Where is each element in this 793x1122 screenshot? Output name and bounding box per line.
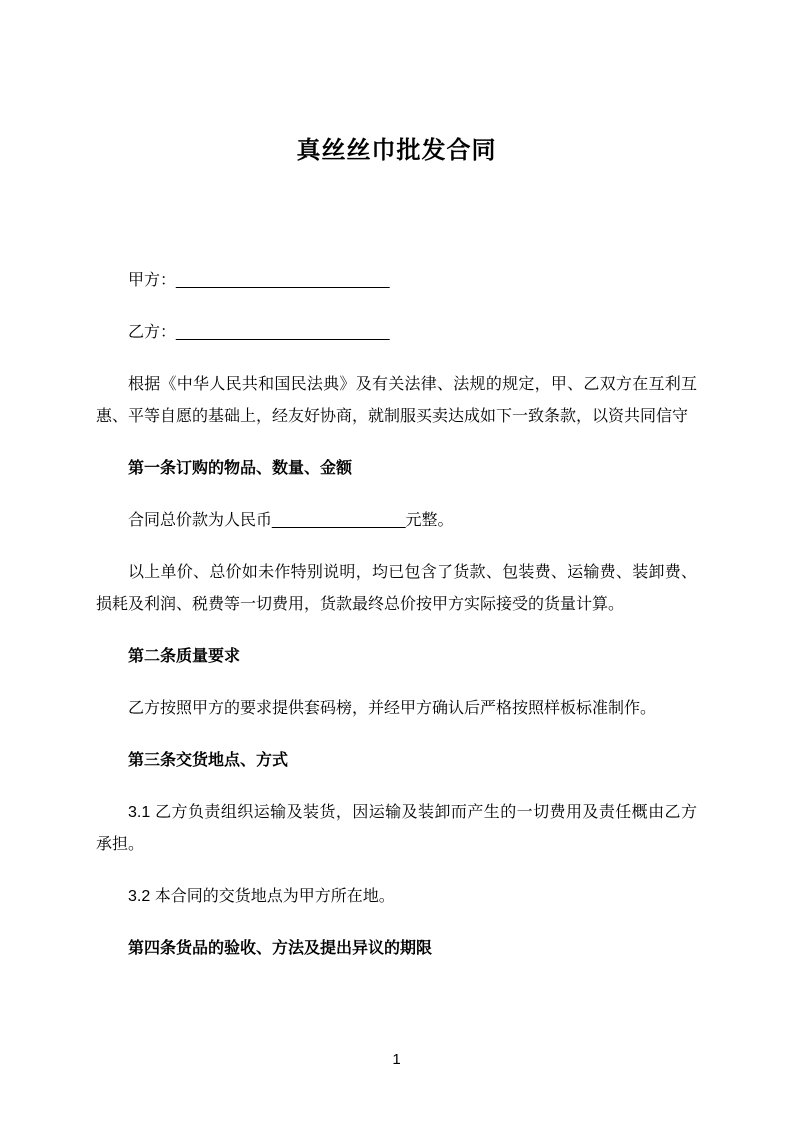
clause-2-body: 乙方按照甲方的要求提供套码榜，并经甲方确认后严格按照样板标准制作。 bbox=[128, 700, 657, 717]
party-b-blank-underline: ________________________ bbox=[176, 324, 390, 341]
document-title: 真丝丝巾批发合同 bbox=[296, 137, 497, 164]
party-b-line bbox=[96, 317, 697, 349]
total-price-line bbox=[96, 505, 697, 537]
clause-3-item-1: 3.1 乙方负责组织运输及装货，因运输及装卸而产生的一切费用及责任概由乙方承担。 bbox=[96, 804, 697, 853]
clause-4-heading: 第四条货品的验收、方法及提出异议的期限 bbox=[128, 940, 433, 957]
clause-1-heading: 第一条订购的物品、数量、金额 bbox=[128, 460, 353, 477]
party-a-blank-underline: ________________________ bbox=[176, 272, 390, 289]
party-a-line bbox=[96, 265, 697, 297]
clause-3-item-2: 3.2 本合同的交货地点为甲方所在地。 bbox=[128, 888, 395, 905]
party-a-label: 甲方： bbox=[128, 272, 177, 289]
total-price-prefix: 合同总价款为人民币 bbox=[128, 512, 273, 529]
clause-2-heading: 第二条质量要求 bbox=[128, 648, 241, 665]
total-price-blank-underline: _______________ bbox=[272, 512, 406, 529]
price-note-paragraph: 以上单价、总价如未作特别说明，均已包含了货款、包装费、运输费、装卸费、损耗及利润、税费等一切费用，货款最终总价按甲方实际接受的货量计算。 bbox=[96, 564, 697, 613]
page-number: 1 bbox=[392, 1051, 401, 1068]
clause-3-heading: 第三条交货地点、方式 bbox=[128, 752, 289, 769]
total-price-suffix: 元整。 bbox=[405, 512, 454, 529]
party-b-label: 乙方： bbox=[128, 324, 177, 341]
preamble-paragraph: 根据《中华人民共和国民法典》及有关法律、法规的规定，甲、乙双方在互利互惠、平等自愿的基础上，经友好协商，就制服买卖达成如下一致条款，以资共同信守 bbox=[96, 376, 697, 425]
document-body bbox=[96, 265, 697, 965]
